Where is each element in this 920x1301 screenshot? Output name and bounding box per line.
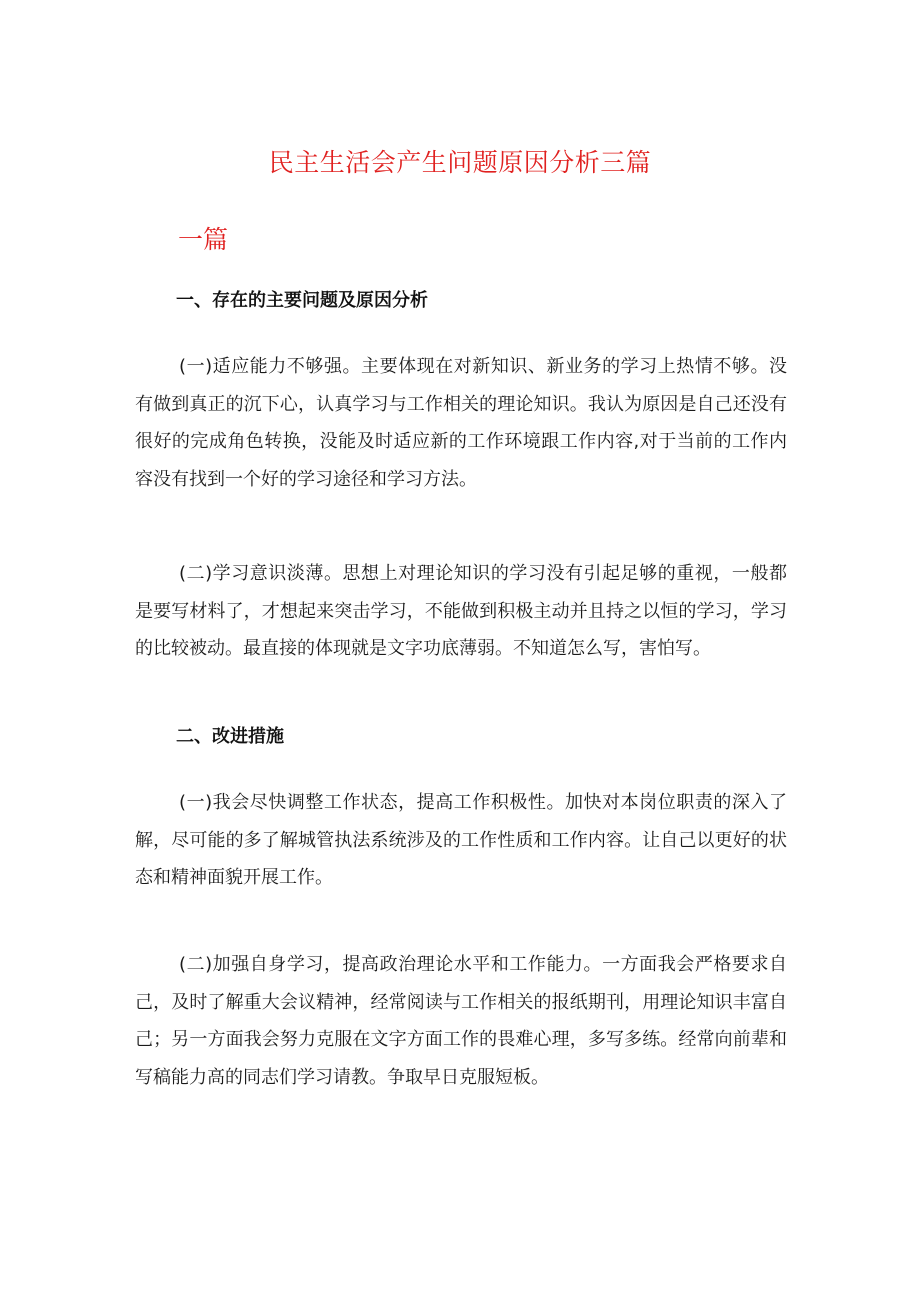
paragraph-learning-awareness: (二)学习意识淡薄。思想上对理论知识的学习没有引起足够的重视，一般都是要写材料了，才想起来突击学习，不能做到积极主动并且持之以恒的学习，学习的比较被动。最直接的体现就是文字功底薄弱。不知道怎么写，害怕写。 (135, 563, 787, 659)
paragraph-self-study: (二)加强自身学习，提高政治理论水平和工作能力。一方面我会严格要求自己，及时了解重大会议精神，经常阅读与工作相关的报纸期刊，用理论知识丰富自己；另一方面我会努力克服在文字方面工作的畏难心理，多写多练。经常向前辈和写稿能力高的同志们学习请教。争取早日克服短板。 (135, 954, 787, 1088)
section-heading-measures: 二、改进措施 (176, 726, 284, 747)
document-title: 民主生活会产生问题原因分析三篇 (268, 148, 652, 177)
paragraph-work-status: (一)我会尽快调整工作状态，提高工作积极性。加快对本岗位职责的深入了解，尽可能的多了解城管执法系统涉及的工作性质和工作内容。让自己以更好的状态和精神面貌开展工作。 (135, 792, 787, 888)
paragraph-adaptability: (一)适应能力不够强。主要体现在对新知识、新业务的学习上热情不够。没有做到真正的沉下心，认真学习与工作相关的理论知识。我认为原因是自己还没有很好的完成角色转换，没能及时适应新的工作环境跟工作内容,对于当前的工作内容没有找到一个好的学习途径和学习方法。 (135, 356, 787, 490)
section-heading-problems: 一、存在的主要问题及原因分析 (176, 290, 428, 311)
part-title: 一篇 (178, 225, 229, 254)
